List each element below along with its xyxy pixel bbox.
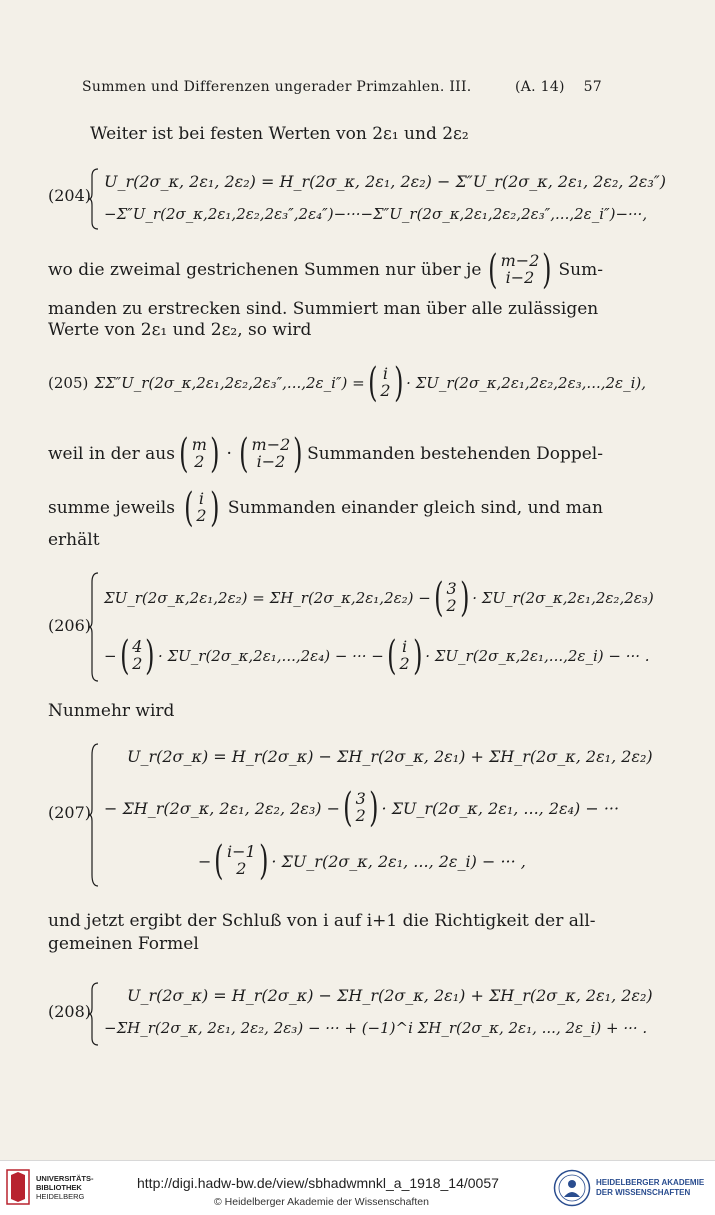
brace-206 xyxy=(89,572,99,682)
paragraph-3-line-1: weil in der aus ( m 2 ) · ( m−2 i−2 ) Summanden bestehenden Doppel- xyxy=(48,431,603,477)
paragraph-3-line-2: summe jeweils ( i 2 ) Summanden einander gleich sind, und man xyxy=(48,485,603,531)
page-number: 57 xyxy=(583,79,602,95)
equation-206-line-2: − ( 4 2 ) · ΣU_r(2σ_κ,2ε₁,...,2ε₄) − ··· − ( i 2 ) · ΣU_r(2σ_κ,2ε₁,...,2ε_i) − ··· . xyxy=(104,633,650,679)
equation-204-line-2: −Σ″U_r(2σ_κ,2ε₁,2ε₂,2ε₃″,2ε₄″)−···−Σ″U_r(2σ_κ,2ε₁,2ε₂,2ε₃″,...,2ε_i″)−···, xyxy=(104,205,648,223)
copyright-notice: © Heidelberger Akademie der Wissenschaften xyxy=(214,1196,429,1208)
university-library-logo[interactable]: UNIVERSITÄTS- BIBLIOTHEK HEIDELBERG xyxy=(6,1169,94,1205)
binomial-m-2-i-2: ( m−2 i−2 ) xyxy=(488,247,552,293)
paragraph-3-line-3: erhält xyxy=(48,530,100,550)
binomial-i-1-2: ( i−1 2 ) xyxy=(214,838,269,884)
library-emblem-icon xyxy=(6,1169,30,1205)
equation-207-line-2: − ΣH_r(2σ_κ, 2ε₁, 2ε₂, 2ε₃) − ( 3 2 ) · ΣU_r(2σ_κ, 2ε₁, ..., 2ε₄) − ··· xyxy=(104,785,620,831)
paragraph-5-line-2: gemeinen Formel xyxy=(48,934,199,954)
equation-207-line-3: − ( i−1 2 ) · ΣU_r(2σ_κ, 2ε₁, ..., 2ε_i) − ··· , xyxy=(198,838,526,884)
equation-number-204: (204) xyxy=(48,186,92,205)
equation-number-208: (208) xyxy=(48,1002,92,1021)
academy-seal-icon xyxy=(553,1169,591,1207)
binomial-i-2-b: ( i 2 ) xyxy=(183,485,219,531)
paragraph-2-line-3: Werte von 2ε₁ und 2ε₂, so wird xyxy=(48,320,312,340)
equation-206-line-1: ΣU_r(2σ_κ,2ε₁,2ε₂) = ΣH_r(2σ_κ,2ε₁,2ε₂) − ( 3 2 ) · ΣU_r(2σ_κ,2ε₁,2ε₂,2ε₃) xyxy=(104,575,654,621)
binomial-i-2-c: ( i 2 ) xyxy=(386,633,423,679)
binomial-4-2: ( 4 2 ) xyxy=(119,633,155,679)
paragraph-4: Nunmehr wird xyxy=(48,701,175,721)
equation-number-206: (206) xyxy=(48,616,92,635)
equation-number-205: (205) xyxy=(48,374,89,392)
footer-bar xyxy=(0,1160,715,1215)
binomial-m-2-i-2-b: ( m−2 i−2 ) xyxy=(239,431,303,477)
paragraph-1: Weiter ist bei festen Werten von 2ε₁ und 2ε₂ xyxy=(90,124,469,144)
binomial-3-2: ( 3 2 ) xyxy=(433,575,470,621)
equation-208-line-1: U_r(2σ_κ) = H_r(2σ_κ) − ΣH_r(2σ_κ, 2ε₁) + ΣH_r(2σ_κ, 2ε₁, 2ε₂) xyxy=(127,986,653,1005)
binomial-i-2: ( i 2 ) xyxy=(367,360,403,406)
equation-207-line-1: U_r(2σ_κ) = H_r(2σ_κ) − ΣH_r(2σ_κ, 2ε₁) + ΣH_r(2σ_κ, 2ε₁, 2ε₂) xyxy=(127,747,653,766)
equation-204-line-1: U_r(2σ_κ, 2ε₁, 2ε₂) = H_r(2σ_κ, 2ε₁, 2ε₂) − Σ″U_r(2σ_κ, 2ε₁, 2ε₂, 2ε₃″) xyxy=(104,172,666,191)
paragraph-2-line-1: wo die zweimal gestrichenen Summen nur über je ( m−2 i−2 ) Sum- xyxy=(48,247,603,293)
permalink-url[interactable]: http://digi.hadw-bw.de/view/sbhadwmnkl_a_1918_14/0057 xyxy=(137,1175,499,1191)
equation-205: (205) ΣΣ″U_r(2σ_κ,2ε₁,2ε₂,2ε₃″,...,2ε_i″) = ( i 2 ) · ΣU_r(2σ_κ,2ε₁,2ε₂,2ε₃,...,2ε_i), xyxy=(48,360,647,406)
running-title: Summen und Differenzen ungerader Primzahlen. III. xyxy=(82,79,472,95)
paragraph-5-line-1: und jetzt ergibt der Schluß von i auf i+1 die Richtigkeit der all- xyxy=(48,911,596,931)
section-number: (A. 14) xyxy=(514,79,565,95)
academy-logo[interactable]: HEIDELBERGER AKADEMIE DER WISSENSCHAFTEN xyxy=(553,1169,704,1207)
brace-204 xyxy=(89,168,99,230)
binomial-3-2-b: ( 3 2 ) xyxy=(343,785,379,831)
paragraph-2-line-2: manden zu erstrecken sind. Summiert man über alle zulässigen xyxy=(48,299,599,319)
running-header xyxy=(82,79,602,95)
brace-208 xyxy=(89,982,99,1046)
binomial-m-2: ( m 2 ) xyxy=(179,431,220,477)
brace-207 xyxy=(89,743,99,887)
equation-208-line-2: −ΣH_r(2σ_κ, 2ε₁, 2ε₂, 2ε₃) − ··· + (−1)^i ΣH_r(2σ_κ, 2ε₁, ..., 2ε_i) + ··· . xyxy=(104,1019,648,1037)
equation-number-207: (207) xyxy=(48,803,92,822)
